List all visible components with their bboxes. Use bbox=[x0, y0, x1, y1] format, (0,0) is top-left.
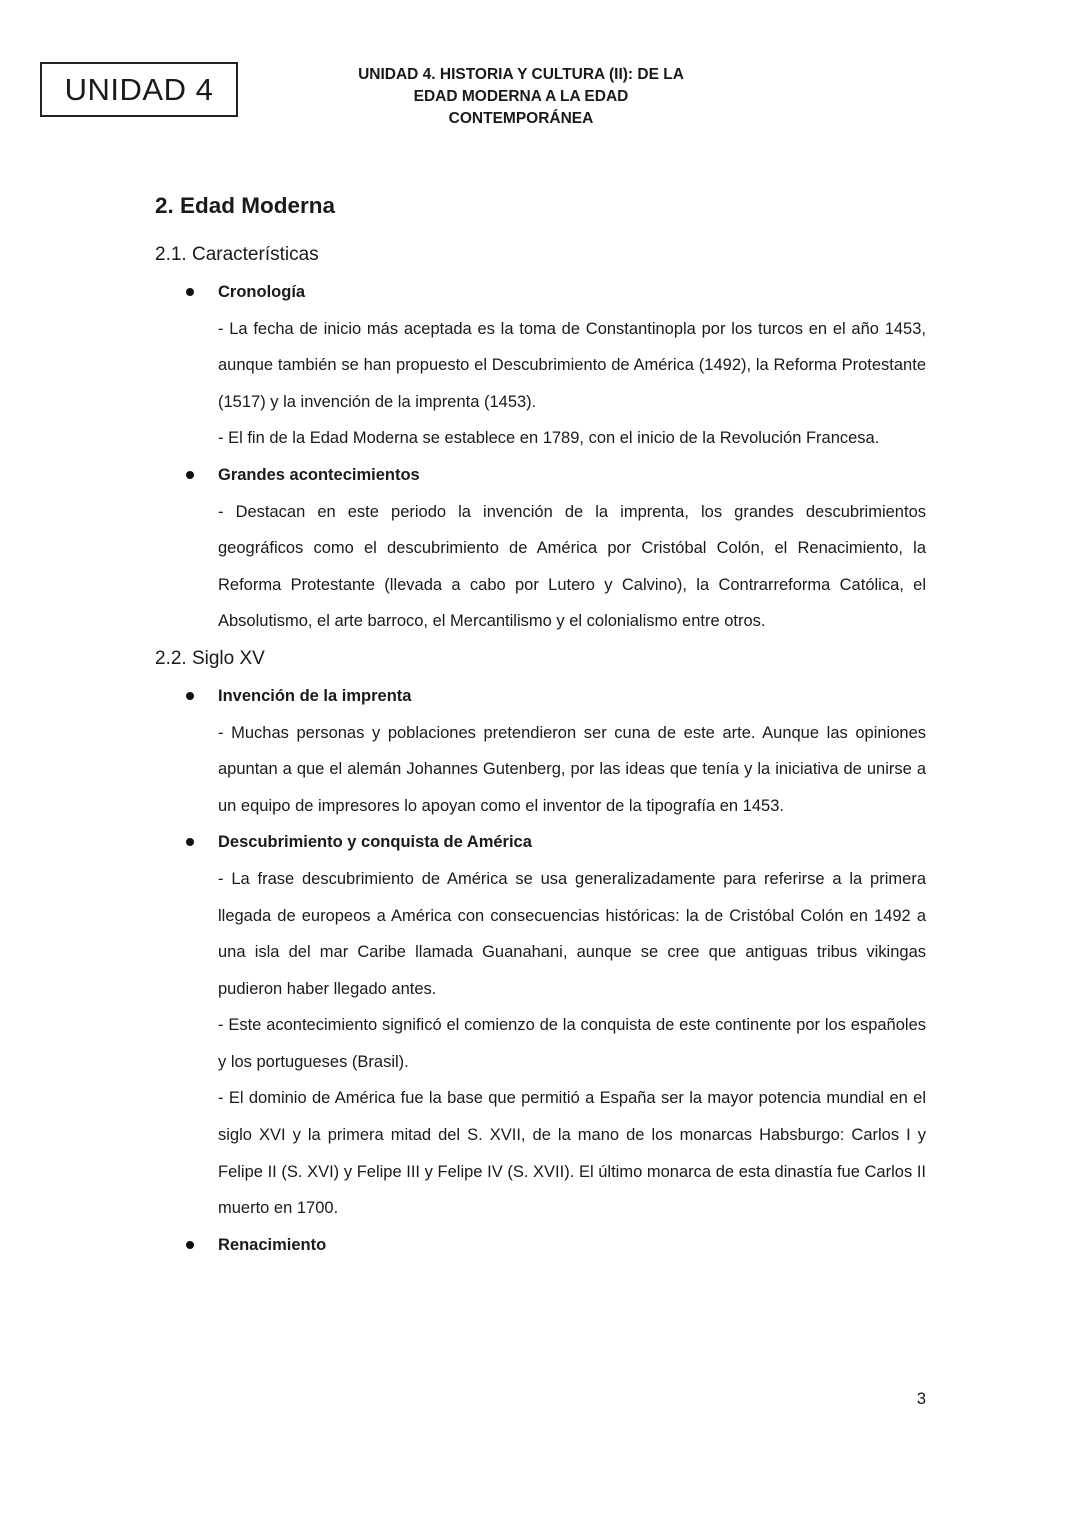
paragraph: - Muchas personas y poblaciones pretendieron ser cuna de este arte. Aunque las opiniones apuntan a que el alemán Johannes Gutenberg, por las ideas que tenía y la iniciativa de unirse a un equipo de impresores lo apoyan como el inventor de la tipografía en 1453. bbox=[218, 723, 926, 815]
bullet-list-caracteristicas bbox=[155, 274, 926, 640]
list-item-grandes-acontecimientos bbox=[155, 457, 926, 640]
document-body bbox=[155, 188, 926, 1263]
unit-label: UNIDAD 4 bbox=[64, 71, 214, 107]
page-header-title bbox=[330, 64, 712, 130]
item-title: Renacimiento bbox=[218, 1235, 327, 1254]
item-title: Invención de la imprenta bbox=[218, 686, 412, 705]
paragraph: - El dominio de América fue la base que permitió a España ser la mayor potencia mundial en el siglo XVI y la primera mitad del S. XVII, de la mano de los monarcas Habsburgo: Carlos I y Felipe II (S. XVI) y Felipe III y Felipe IV (S. XVII). El último monarca de esta dinastía fue Carlos II muerto en 1700. bbox=[218, 1089, 926, 1218]
list-item-descubrimiento-america bbox=[155, 824, 926, 1227]
list-item-invencion-imprenta bbox=[155, 678, 926, 824]
bullet-dot-icon bbox=[186, 838, 194, 846]
paragraph: - El fin de la Edad Moderna se establece en 1789, con el inicio de la Revolución Francesa. bbox=[218, 429, 880, 448]
item-title: Descubrimiento y conquista de América bbox=[218, 833, 532, 852]
bullet-dot-icon bbox=[186, 692, 194, 700]
bullet-dot-icon bbox=[186, 471, 194, 479]
unit-label-box bbox=[40, 62, 238, 117]
list-item-cronologia bbox=[155, 274, 926, 457]
header-title-line-3: CONTEMPORÁNEA bbox=[448, 110, 594, 127]
header-title-line-1: UNIDAD 4. HISTORIA Y CULTURA (II): DE LA bbox=[358, 66, 684, 83]
header-title-line-2: EDAD MODERNA A LA EDAD bbox=[413, 88, 629, 105]
item-title: Cronología bbox=[218, 283, 306, 301]
page-number: 3 bbox=[916, 1390, 926, 1408]
subsection-title-siglo-xv: 2.2. Siglo XV bbox=[155, 647, 265, 669]
item-title: Grandes acontecimientos bbox=[218, 465, 420, 484]
bullet-list-siglo-xv bbox=[155, 678, 926, 1264]
bullet-dot-icon bbox=[186, 288, 194, 296]
subsection-title-caracteristicas: 2.1. Características bbox=[155, 244, 319, 265]
list-item-renacimiento bbox=[155, 1227, 926, 1264]
paragraph: - Destacan en este periodo la invención de la imprenta, los grandes descubrimientos geográficos como el descubrimiento de América por Cristóbal Colón, el Renacimiento, la Reforma Protestante (llevada a cabo por Lutero y Calvino), la Contrarreforma Católica, el Absolutismo, el arte barroco, el Mercantilismo y el colonialismo entre otros. bbox=[218, 502, 926, 631]
paragraph: - Este acontecimiento significó el comienzo de la conquista de este continente por los españoles y los portugueses (Brasil). bbox=[218, 1016, 926, 1071]
paragraph: - La fecha de inicio más aceptada es la toma de Constantinopla por los turcos en el año 1453, aunque también se han propuesto el Descubrimiento de América (1492), la Reforma Protestante (1517) y la invención de la imprenta (1453). bbox=[218, 319, 926, 411]
paragraph: - La frase descubrimiento de América se usa generalizadamente para referirse a la primera llegada de europeos a América con consecuencias históricas: la de Cristóbal Colón en 1492 a una isla del mar Caribe llamada Guanahani, aunque se cree que antiguas tribus vikingas pudieron haber llegado antes. bbox=[218, 869, 926, 998]
section-title: 2. Edad Moderna bbox=[155, 193, 336, 218]
bullet-dot-icon bbox=[186, 1241, 194, 1249]
